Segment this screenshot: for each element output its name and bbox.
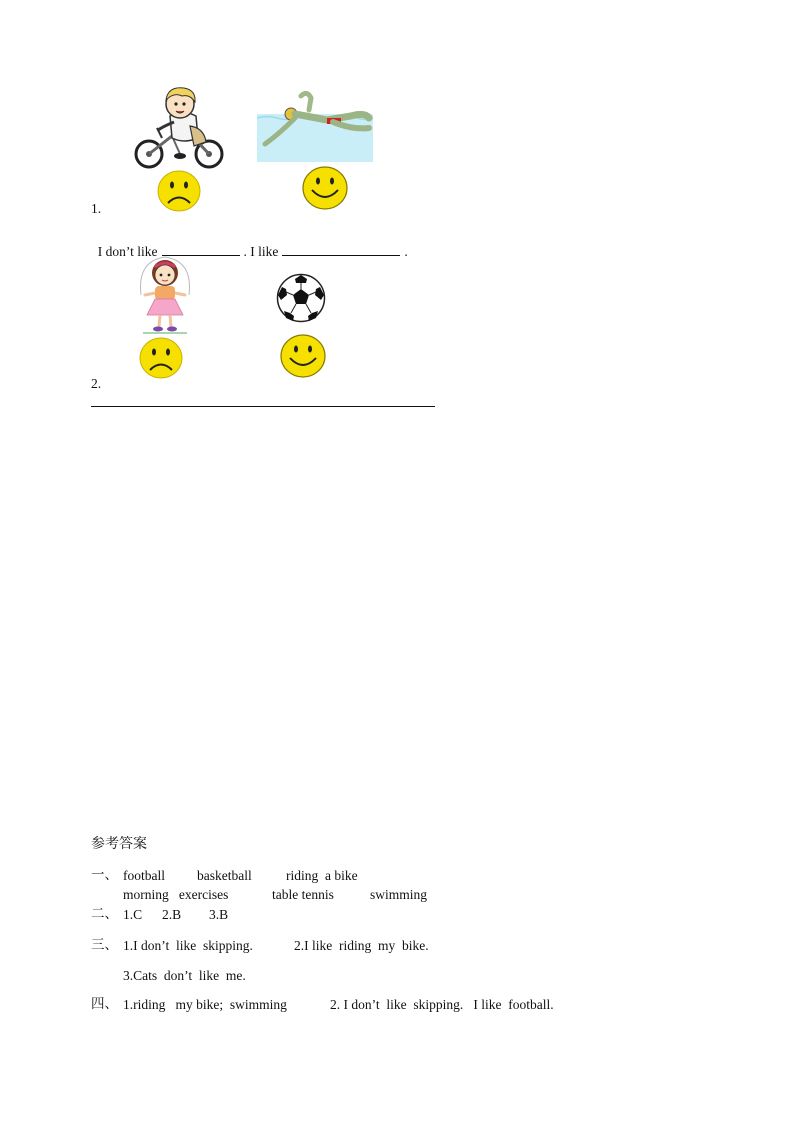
- sentence-end: .: [404, 243, 408, 259]
- answers-part3-label: 三、: [91, 937, 118, 953]
- answer-item: football: [123, 868, 165, 883]
- football-icon: [276, 273, 326, 323]
- answer-item: table tennis: [272, 887, 334, 902]
- question-1-sentence: [91, 230, 408, 258]
- answer-item: 3.B: [209, 907, 229, 922]
- answer-line-2[interactable]: [91, 406, 435, 407]
- question-2-number: 2.: [91, 376, 102, 391]
- answer-item: 3.Cats don’t like me.: [123, 968, 246, 983]
- answer-item: 1.riding my bike; swimming: [123, 997, 287, 1012]
- sad-face-icon: [157, 170, 201, 212]
- sentence-part-1: I don’t like: [97, 243, 158, 259]
- answers-part1-label: 一、: [91, 867, 118, 883]
- happy-face-icon: [302, 166, 348, 210]
- answer-item: basketball: [197, 868, 252, 883]
- answer-item: 2.B: [162, 907, 182, 922]
- answer-item: swimming: [370, 887, 428, 902]
- answer-item: riding a bike: [286, 868, 358, 883]
- answer-item: 2. I don’t like skipping. I like football.: [330, 997, 554, 1012]
- answers-part4-label: 四、: [91, 996, 118, 1012]
- answer-blank-2[interactable]: [282, 244, 400, 256]
- answer-item: 2.I like riding my bike.: [294, 938, 429, 953]
- answer-item: 1.I don’t like skipping.: [123, 938, 253, 953]
- boy-riding-bike-icon: [132, 86, 226, 170]
- question-1-number: 1.: [91, 201, 102, 216]
- sentence-part-2: . I like: [243, 243, 279, 259]
- answer-blank-1[interactable]: [162, 244, 240, 256]
- sad-face-icon: [139, 337, 183, 379]
- girl-skipping-rope-icon: [133, 255, 197, 335]
- answers-title: 参考答案: [91, 836, 147, 852]
- answers-part2-label: 二、: [91, 906, 118, 922]
- swimmer-icon: [257, 88, 373, 162]
- happy-face-icon: [280, 334, 326, 378]
- answer-item: 1.C: [123, 907, 143, 922]
- answer-item: morning exercises: [123, 887, 229, 902]
